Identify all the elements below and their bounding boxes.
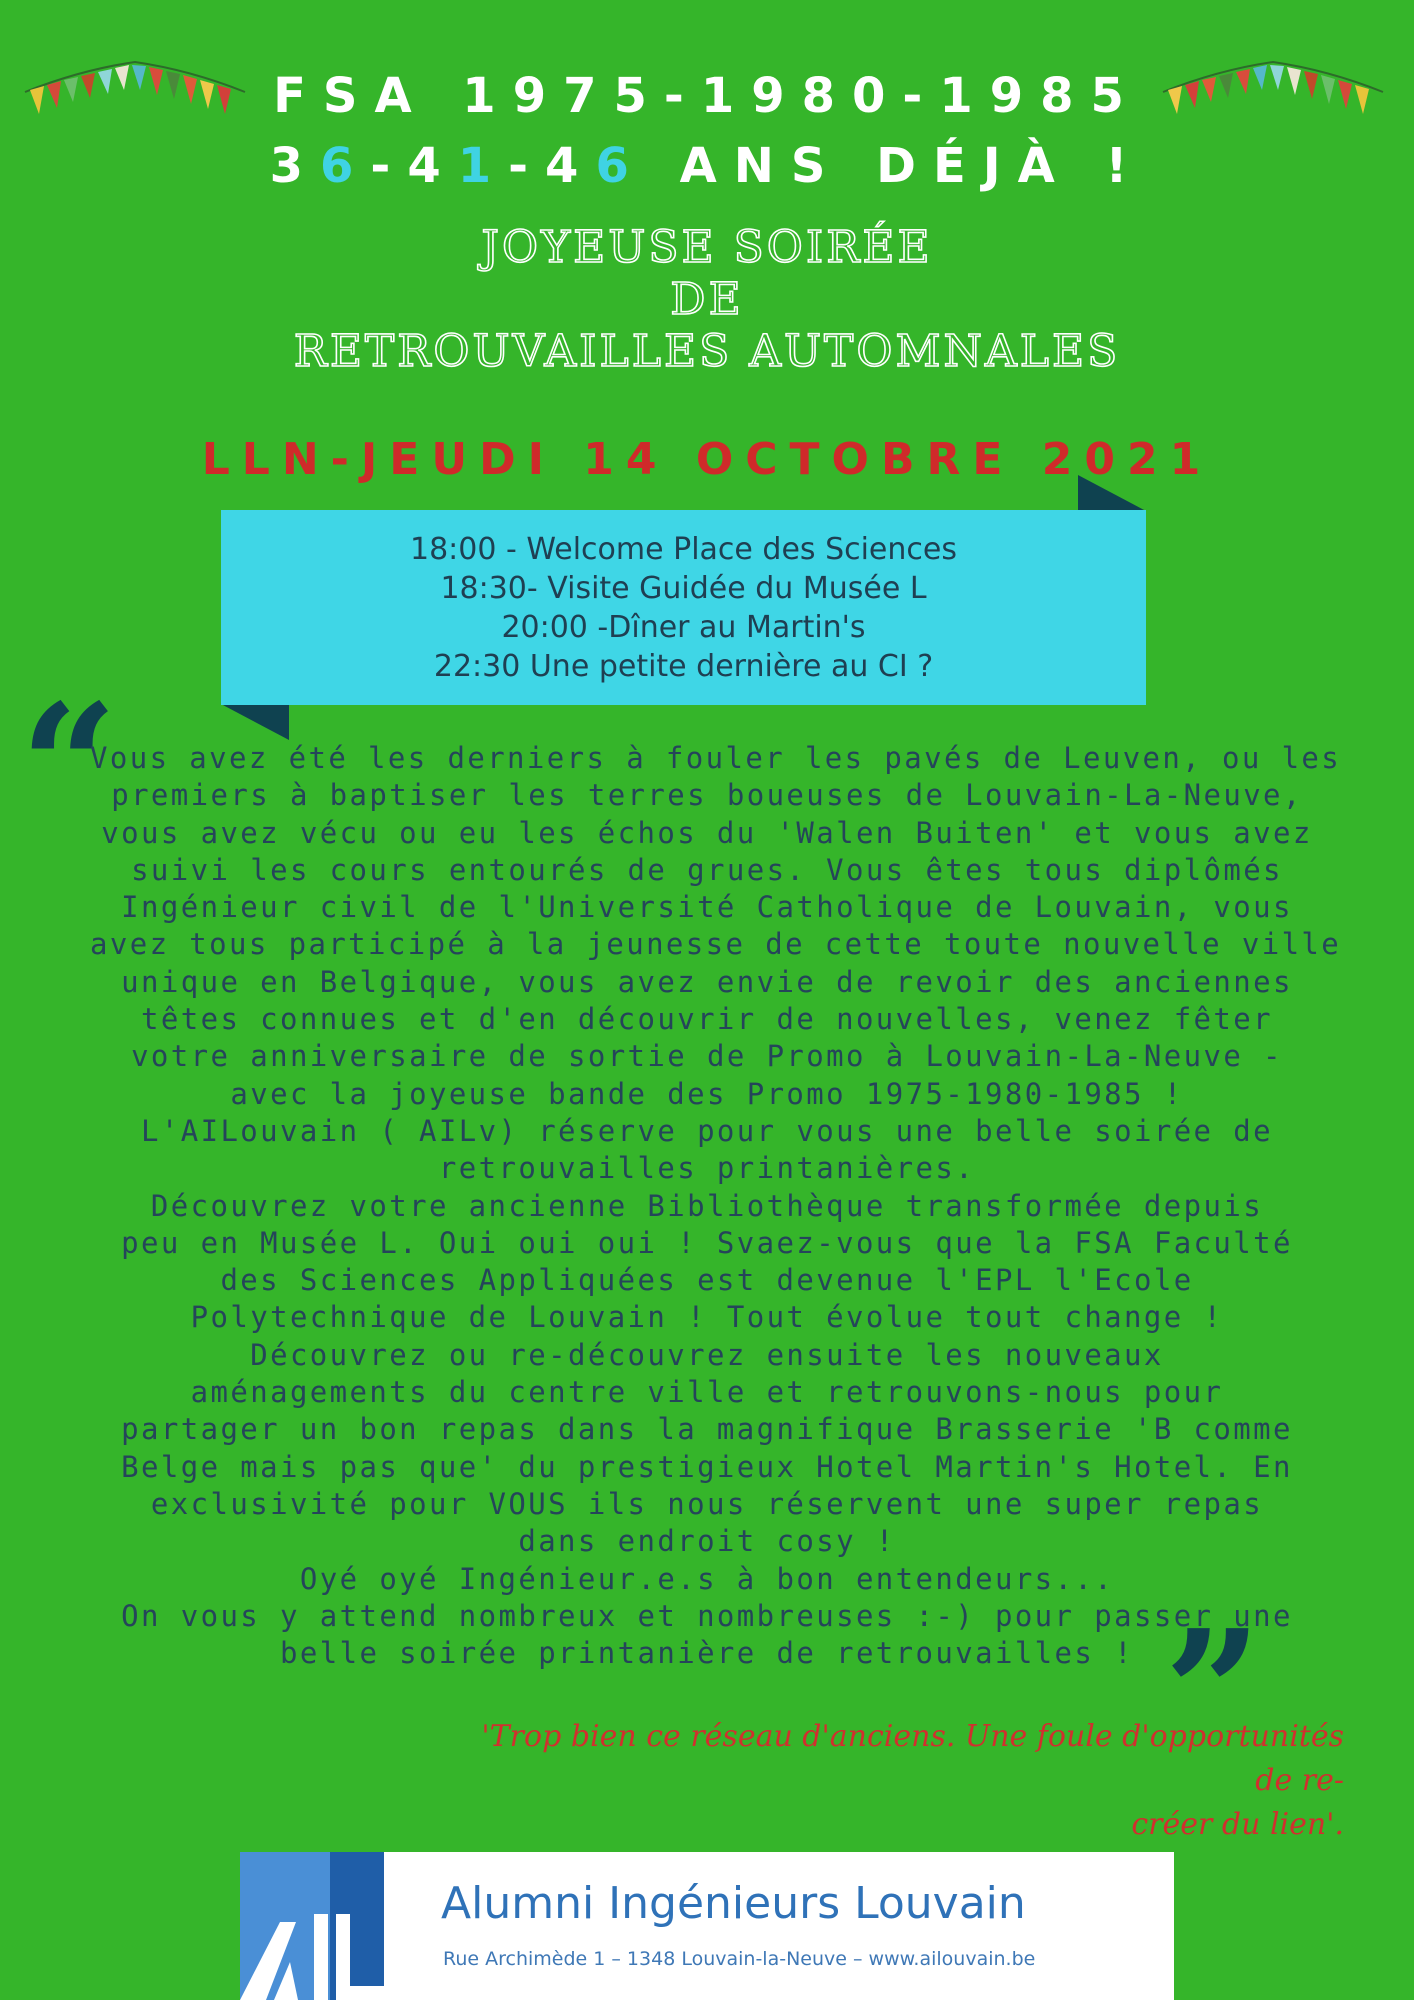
body-line: avec la joyeuse bande des Promo 1975-1980-1985 ! (230, 1076, 1184, 1111)
ribbon-fold-bottom-left (221, 704, 289, 740)
body-line: L'AILouvain ( AILv) réserve pour vous une belle soirée de (141, 1113, 1273, 1148)
logo-title: Alumni Ingénieurs Louvain (441, 1878, 1026, 1929)
ail-logo-icon (240, 1852, 384, 2000)
body-line: votre anniversaire de sortie de Promo à Louvain-La-Neuve - (131, 1039, 1283, 1074)
subtitle-line: RETROUVAILLES AUTOMNALES (293, 326, 1121, 377)
logo-address: Rue Archimède 1 – 1348 Louvain-la-Neuve – www.ailouvain.be (443, 1948, 1036, 1970)
body-line: Polytechnique de Louvain ! Tout évolue tout change ! (190, 1300, 1224, 1335)
body-line: avez tous participé à la jeunesse de cette toute nouvelle ville (90, 927, 1342, 962)
heading-years-part: ANS DÉJÀ ! (645, 138, 1145, 194)
schedule-item: 22:30 Une petite dernière au CI ? (433, 648, 934, 684)
testimonial-line: créer du lien'. (1131, 1807, 1344, 1842)
subtitle-line: JOYEUSE SOIRÉE (481, 222, 933, 273)
body-line: aménagements du centre ville et retrouvons-nous pour (190, 1375, 1224, 1410)
schedule-item: 18:00 - Welcome Place des Sciences (409, 531, 957, 567)
heading-years-part: -4 (508, 138, 596, 194)
body-line: têtes connues et d'en découvrir de nouvelles, venez fêter (141, 1002, 1273, 1037)
schedule-item: 20:00 -Dîner au Martin's (501, 609, 866, 645)
body-line: Découvrez ou re-découvrez ensuite les nouveaux (250, 1337, 1164, 1372)
subtitle-line: DE (670, 274, 744, 325)
heading-years-part: 3 (269, 138, 320, 194)
open-quote-icon: “ (20, 667, 118, 867)
heading-years (0, 138, 1414, 194)
body-line: retrouvailles printanières. (438, 1151, 976, 1186)
body-line: unique en Belgique, vous avez envie de revoir des anciennes (121, 964, 1293, 999)
ail-logo-banner (240, 1852, 1174, 2000)
body-line: Découvrez votre ancienne Bibliothèque transformée depuis (150, 1188, 1264, 1223)
schedule-ribbon (221, 510, 1146, 705)
invitation-body (90, 740, 1342, 1672)
ribbon-fold-top-right (1078, 475, 1146, 511)
body-line: Belge mais pas que' du prestigieux Hotel Martin's Hotel. En (121, 1449, 1293, 1484)
body-line: dans endroit cosy ! (518, 1524, 896, 1559)
testimonial-line: 'Trop bien ce réseau d'anciens. Une foule d'opportunités de re- (481, 1719, 1344, 1798)
body-line: suivi les cours entourés de grues. Vous êtes tous diplômés (131, 852, 1283, 887)
heading-promos: FSA 1975-1980-1985 (273, 68, 1141, 124)
body-line: exclusivité pour VOUS ils nous réservent une super repas (150, 1486, 1264, 1521)
heading-years-part: -4 (370, 138, 458, 194)
testimonial-quote (444, 1715, 1344, 1847)
body-line: peu en Musée L. Oui oui oui ! Svaez-vous que la FSA Faculté (121, 1225, 1293, 1260)
body-line: Ingénieur civil de l'Université Catholique de Louvain, vous (121, 890, 1293, 925)
event-date: LLN-JEUDI 14 OCTOBRE 2021 (201, 434, 1213, 485)
heading-years-part: 6 (595, 138, 646, 194)
body-line: partager un bon repas dans la magnifique Brasserie 'B comme (121, 1412, 1293, 1447)
body-line: Oyé oyé Ingénieur.e.s à bon entendeurs... (299, 1561, 1115, 1596)
schedule-item: 18:30- Visite Guidée du Musée L (440, 570, 927, 606)
body-line: des Sciences Appliquées est devenue l'EPL l'Ecole (220, 1263, 1194, 1298)
body-line: On vous y attend nombreux et nombreuses :-) pour passer une (121, 1598, 1293, 1633)
body-line: Vous avez été les derniers à fouler les pavés de Leuven, ou les (90, 741, 1342, 775)
heading-years-part: 6 (319, 138, 371, 194)
body-line: premiers à baptiser les terres boueuses de Louvain-La-Neuve, (111, 778, 1303, 813)
heading-years-part: 1 (457, 138, 509, 194)
body-line: vous avez vécu ou eu les échos du 'Walen Buiten' et vous avez (101, 815, 1313, 850)
close-quote-icon: ” (1164, 1593, 1262, 1793)
body-line: belle soirée printanière de retrouvailles ! (280, 1636, 1134, 1671)
